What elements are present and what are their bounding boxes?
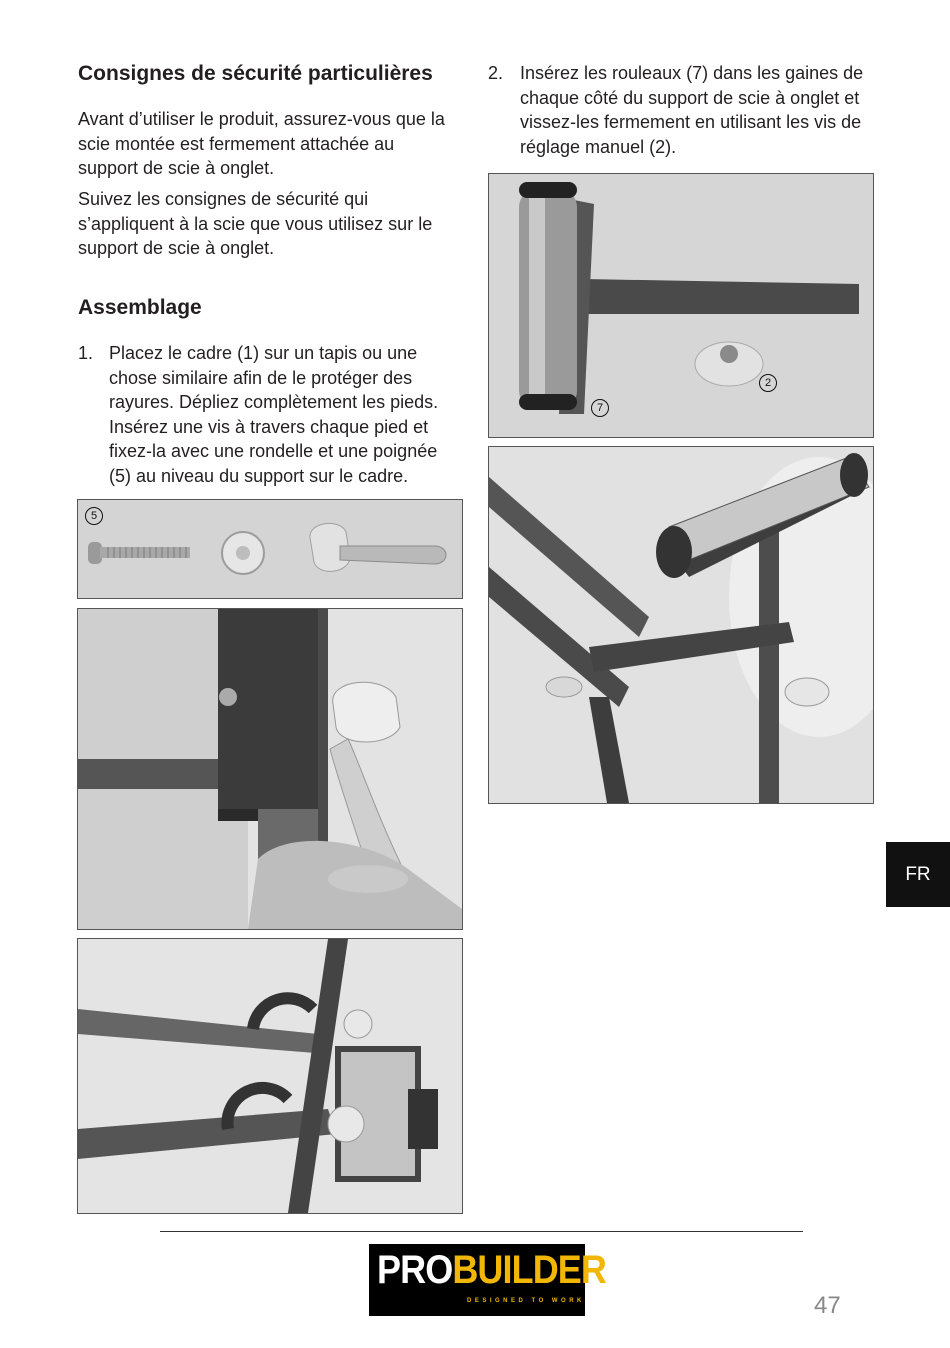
step-2 (488, 61, 878, 161)
logo-wordmark (377, 1248, 606, 1293)
knob-callout-2: 2 (759, 374, 777, 392)
frame-legs-photo (77, 938, 463, 1214)
logo-pro: PRO (377, 1248, 453, 1292)
step-2-text: Insérez les rouleaux (7) dans les gaines de chaque côté du support de scie à onglet et vissez-les fermement en utilisant les vis de réglage manuel (2). (520, 63, 864, 157)
roller-cylinder-shape (519, 189, 577, 409)
safety-heading: Consignes de sécurité particulières (78, 62, 433, 85)
handle-shape (333, 682, 400, 742)
step-1-number: 1. (78, 343, 94, 363)
roller-illustration (489, 174, 873, 437)
safety-paragraph-2: Suivez les consignes de sécurité qui s’appliquent à la scie que vous utilisez sur le support de scie à onglet. (78, 189, 433, 258)
page-number: 47 (814, 1292, 841, 1319)
step-1 (78, 341, 468, 491)
parts-photo (77, 499, 463, 599)
frame-legs-illustration (78, 939, 462, 1213)
stand-post-shape (759, 527, 779, 803)
parts-callout-5: 5 (85, 507, 103, 525)
probuilder-logo (369, 1244, 607, 1316)
roller-callout-7: 7 (591, 399, 609, 417)
step-1-text: Placez le cadre (1) sur un tapis ou une chose similaire afin de le protéger des rayures. Dépliez complètement les pieds. Insérez une vis à travers chaque pied et fixez-la avec une rondelle et une poignée (5) au niveau du support sur le cadre. (109, 343, 439, 486)
logo-builder: BUILDER (452, 1248, 607, 1292)
mounted-roller-illustration (489, 447, 873, 803)
safety-paragraph-1: Avant d’utiliser le produit, assurez-vous que la scie montée est fermement attachée au support de scie à onglet. (78, 109, 445, 178)
mounted-roller-photo (488, 446, 874, 804)
roller-photo (488, 173, 874, 438)
step-2-number: 2. (488, 63, 504, 83)
roller-arm-shape (584, 279, 859, 314)
language-tab: FR (886, 842, 950, 907)
footer-rule (160, 1231, 803, 1232)
frame-bar-shape (78, 759, 228, 789)
handle-fitting-photo (77, 608, 463, 930)
bolt-head-shape (88, 542, 102, 564)
assembly-heading: Assemblage (78, 296, 202, 319)
leg-shape (218, 609, 328, 814)
parts-illustration (78, 500, 462, 598)
handle-fitting-illustration (78, 609, 462, 929)
logo-tagline: DESIGNED TO WORK (467, 1298, 585, 1304)
